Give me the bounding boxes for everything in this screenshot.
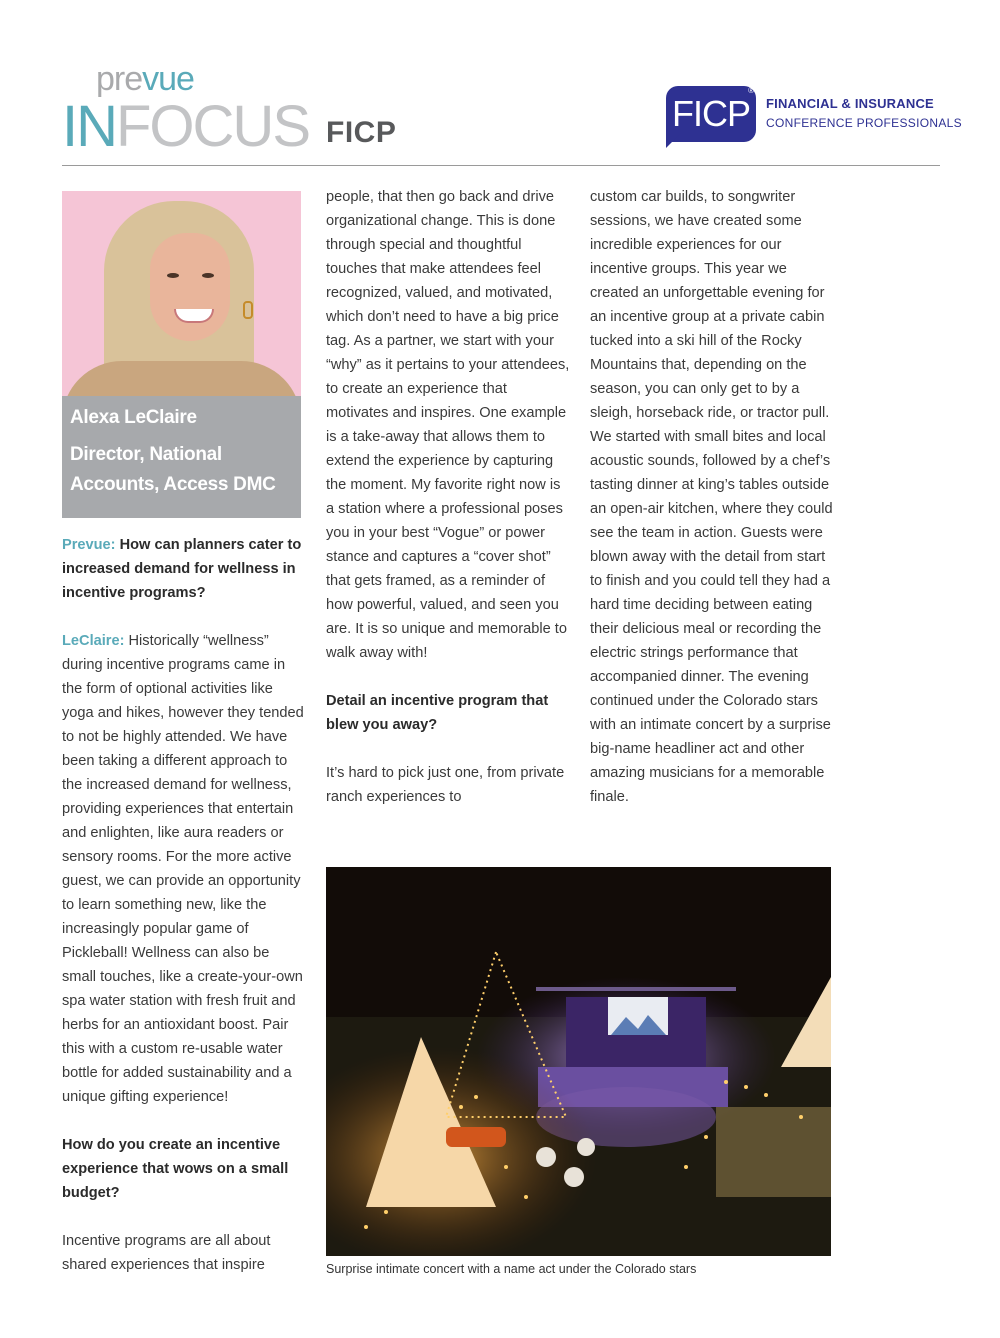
answer-1-text: Historically “wellness” during incentive programs came in the form of optional activities like yoga and hikes, however they tended to not be highly attended. We have been taking a different approach to the increased demand for wellness, providing experiences that entertain and enlighten, like aura readers or sensory rooms. For the more active guest, we can provide an opportunity to learn something new, like the increasingly popular game of Pickleball! Wellness can also be small touches, like a create-your-own spa water station with fresh fruit and herbs for an antioxidant boost. Pair this with a custom re-usable water bottle for added sustainability and a unique gifting experience!: [62, 633, 304, 1105]
registered-mark: ®: [748, 86, 754, 95]
answer-3-part-2: custom car builds, to songwriter sessions, we have created some incredible experiences for our incentive groups. This year we created an unforgettable evening for an incentive group at a private cabin tucked into a ski hill of the Rocky Mountains that, depending on the season, you can only get to by a sleigh, horseback ride, or tractor pull. We started with small bites and local acoustic sounds, followed by a chef’s tasting dinner at king’s tables outside an open-air kitchen, where they could see the team in action. Guests were blown away with the detail from start to finish and you could tell they had a hard time deciding between eating their delicious meal or recording the electric strings performance that accompanied dinner. The evening continued under the Colorado stars with an intimate concert by a surprise big-name headliner act and other amazing musicians for a memorable finale.: [590, 189, 833, 805]
answer-2-part-2: people, that then go back and drive organizational change. This is done through special and thoughtful touches that make attendees feel recognized, valued, and motivated, which don’t need to have a big price tag. As a partner, we start with your “why” as it pertains to your attendees, to create an experience that motivates and inspires. One example is a take-away that allows them to extend the experience by capturing the moment. My favorite right now is a station where a professional poses you in your best “Vogue” or power stance and captures a “cover shot” that gets framed, as a reminder of how powerful, valued, and seen you are. It is so unique and memorable to walk away with!: [326, 189, 570, 661]
article-column-2: [326, 185, 572, 809]
question-1-text: How can planners cater to increased demand for wellness in incentive programs?: [62, 537, 302, 601]
dining-table: [564, 1167, 584, 1187]
photo-eye: [202, 273, 214, 278]
question-1: [62, 533, 306, 605]
article-column-3: [590, 185, 834, 809]
answer-2-part-1: Incentive programs are all about shared experiences that inspire: [62, 1233, 271, 1273]
answer-3-part-1: It’s hard to pick just one, from private ranch experiences to: [326, 765, 565, 805]
glass-tent: [716, 1107, 831, 1197]
dining-table: [577, 1138, 595, 1156]
ficp-bubble-tail: [666, 134, 680, 148]
header-divider: [62, 165, 940, 166]
concert-photo: [326, 867, 831, 1256]
prevue-logo-wordmark: [96, 62, 194, 96]
answer-lead-leclaire: LeClaire:: [62, 633, 125, 649]
ficp-logo-letters: FICP: [672, 93, 751, 134]
logo-vue: vue: [142, 60, 194, 98]
partner-name-line1: FINANCIAL & INSURANCE: [766, 96, 934, 111]
photo-earring: [243, 301, 253, 319]
logo-pre: pre: [96, 60, 143, 98]
stage-truss: [536, 987, 736, 991]
logo-focus: FOCUS: [116, 94, 309, 159]
profile-name-box: [62, 396, 301, 518]
photo-shoulders: [62, 361, 301, 396]
photo-face: [150, 233, 230, 341]
infocus-logo-wordmark: [62, 94, 309, 159]
profile-photo: [62, 191, 301, 396]
lounge-sofa: [446, 1127, 506, 1147]
answer-1: [62, 629, 306, 1109]
question-2: How do you create an incentive experience that wows on a small budget?: [62, 1137, 289, 1201]
article-column-1: [62, 533, 306, 1277]
ficp-logo: [666, 86, 756, 144]
section-title: FICP: [326, 116, 397, 149]
dining-table: [536, 1147, 556, 1167]
profile-title: Director, National Accounts, Access DMC: [70, 444, 276, 495]
photo-caption: Surprise intimate concert with a name act under the Colorado stars: [326, 1262, 697, 1276]
question-3: Detail an incentive program that blew you away?: [326, 693, 549, 733]
profile-name: Alexa LeClaire: [70, 407, 197, 428]
logo-in: IN: [62, 94, 116, 159]
photo-eye: [167, 273, 179, 278]
concert-scene-illustration: [326, 867, 831, 1256]
partner-name-line2: CONFERENCE PROFESSIONALS: [766, 116, 962, 130]
question-lead-prevue: Prevue:: [62, 537, 116, 553]
